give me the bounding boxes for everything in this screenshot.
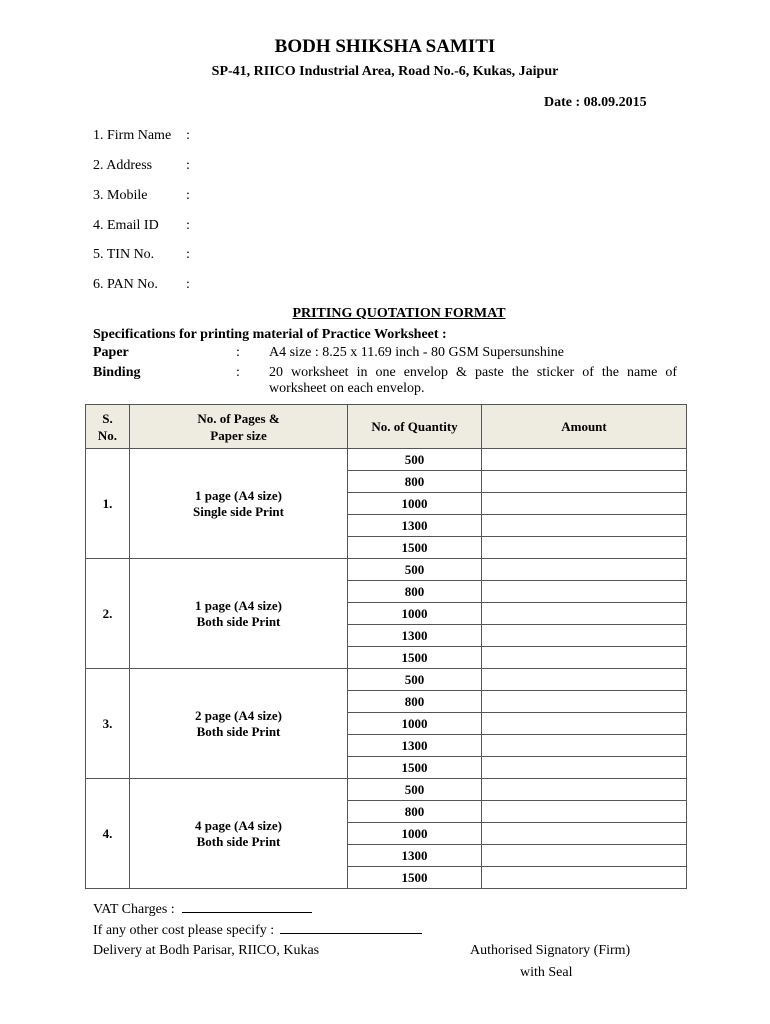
field-label: 1. Firm Name <box>93 128 172 143</box>
description-cell <box>130 449 348 559</box>
seal-label: with Seal <box>520 965 573 980</box>
binding-label: Binding <box>93 365 141 380</box>
field-label: 3. Mobile <box>93 188 148 203</box>
quantity-cell: 1500 <box>348 537 482 559</box>
quantity-cell: 800 <box>348 581 482 603</box>
amount-cell[interactable] <box>482 867 687 889</box>
field-label: 5. TIN No. <box>93 247 155 262</box>
field-colon: : <box>186 158 190 173</box>
amount-cell[interactable] <box>482 581 687 603</box>
other-cost-blank[interactable] <box>280 921 422 934</box>
sno-cell: 1. <box>86 449 130 559</box>
amount-cell[interactable] <box>482 559 687 581</box>
quantity-cell: 1000 <box>348 493 482 515</box>
sno-cell: 2. <box>86 559 130 669</box>
other-cost-label: If any other cost please specify : <box>93 923 275 938</box>
delivery-text: Delivery at Bodh Parisar, RIICO, Kukas <box>93 943 320 958</box>
header-pages-line1: No. of Pages & <box>197 410 280 426</box>
description-line2: Both side Print <box>196 723 281 739</box>
amount-cell[interactable] <box>482 845 687 867</box>
other-cost-line <box>93 921 422 939</box>
paper-value: A4 size : 8.25 x 11.69 inch - 80 GSM Supersunshine <box>269 345 565 360</box>
quantity-cell: 800 <box>348 801 482 823</box>
quantity-cell: 800 <box>348 691 482 713</box>
quantity-cell: 1300 <box>348 735 482 757</box>
field-colon: : <box>186 247 190 262</box>
quantity-cell: 1300 <box>348 845 482 867</box>
vat-charges-line <box>93 900 312 918</box>
paper-colon: : <box>236 345 240 360</box>
table-row <box>86 559 687 581</box>
quantity-cell: 1300 <box>348 625 482 647</box>
sno-cell: 3. <box>86 669 130 779</box>
quotation-table <box>85 404 687 889</box>
header-sno <box>86 405 130 449</box>
header-sno-line1: S. <box>102 410 113 426</box>
table-row <box>86 449 687 471</box>
field-label: 4. Email ID <box>93 218 159 233</box>
description-cell <box>130 559 348 669</box>
field-label: 6. PAN No. <box>93 277 158 292</box>
field-colon: : <box>186 188 190 203</box>
description-line1: 4 page (A4 size) <box>194 817 282 833</box>
amount-cell[interactable] <box>482 603 687 625</box>
amount-cell[interactable] <box>482 471 687 493</box>
amount-cell[interactable] <box>482 625 687 647</box>
amount-cell[interactable] <box>482 669 687 691</box>
amount-cell[interactable] <box>482 801 687 823</box>
description-line1: 2 page (A4 size) <box>194 707 282 723</box>
binding-value: 20 worksheet in one envelop & paste the sticker of the name of worksheet on each envelop. <box>269 365 677 396</box>
specifications-title: Specifications for printing material of Practice Worksheet : <box>93 327 447 342</box>
field-label: 2. Address <box>93 158 153 173</box>
quantity-cell: 1300 <box>348 515 482 537</box>
header-pages-line2: Paper size <box>210 427 267 443</box>
amount-cell[interactable] <box>482 757 687 779</box>
paper-label: Paper <box>93 345 129 360</box>
description-line1: 1 page (A4 size) <box>194 597 282 613</box>
vat-charges-label: VAT Charges : <box>93 902 175 917</box>
binding-colon: : <box>236 365 240 380</box>
header-quantity: No. of Quantity <box>348 405 482 449</box>
amount-cell[interactable] <box>482 537 687 559</box>
quotation-heading: PRITING QUOTATION FORMAT <box>292 306 506 321</box>
amount-cell[interactable] <box>482 735 687 757</box>
quantity-cell: 1000 <box>348 823 482 845</box>
amount-cell[interactable] <box>482 823 687 845</box>
quantity-cell: 1000 <box>348 713 482 735</box>
vat-charges-blank[interactable] <box>182 900 312 913</box>
amount-cell[interactable] <box>482 515 687 537</box>
document-address: SP-41, RIICO Industrial Area, Road No.-6, Kukas, Jaipur <box>211 64 559 79</box>
field-colon: : <box>186 128 190 143</box>
amount-cell[interactable] <box>482 691 687 713</box>
sno-cell: 4. <box>86 779 130 889</box>
document-date: Date : 08.09.2015 <box>544 95 647 110</box>
quantity-cell: 1500 <box>348 647 482 669</box>
header-pages <box>130 405 348 449</box>
field-colon: : <box>186 277 190 292</box>
header-sno-line2: No. <box>97 427 118 443</box>
table-header-row <box>86 405 687 449</box>
description-line1: 1 page (A4 size) <box>194 487 282 503</box>
quantity-cell: 1500 <box>348 757 482 779</box>
amount-cell[interactable] <box>482 647 687 669</box>
document-title: BODH SHIKSHA SAMITI <box>274 36 496 57</box>
field-colon: : <box>186 218 190 233</box>
description-line2: Both side Print <box>196 613 281 629</box>
description-line2: Both side Print <box>196 833 281 849</box>
description-cell <box>130 779 348 889</box>
description-cell <box>130 669 348 779</box>
amount-cell[interactable] <box>482 493 687 515</box>
quantity-cell: 1000 <box>348 603 482 625</box>
quantity-cell: 1500 <box>348 867 482 889</box>
quantity-cell: 500 <box>348 669 482 691</box>
signatory-label: Authorised Signatory (Firm) <box>470 943 631 958</box>
table-row <box>86 779 687 801</box>
quantity-cell: 500 <box>348 779 482 801</box>
quantity-cell: 500 <box>348 449 482 471</box>
description-line2: Single side Print <box>192 503 284 519</box>
amount-cell[interactable] <box>482 779 687 801</box>
quantity-cell: 800 <box>348 471 482 493</box>
amount-cell[interactable] <box>482 449 687 471</box>
amount-cell[interactable] <box>482 713 687 735</box>
table-row <box>86 669 687 691</box>
quantity-cell: 500 <box>348 559 482 581</box>
header-amount: Amount <box>482 405 687 449</box>
